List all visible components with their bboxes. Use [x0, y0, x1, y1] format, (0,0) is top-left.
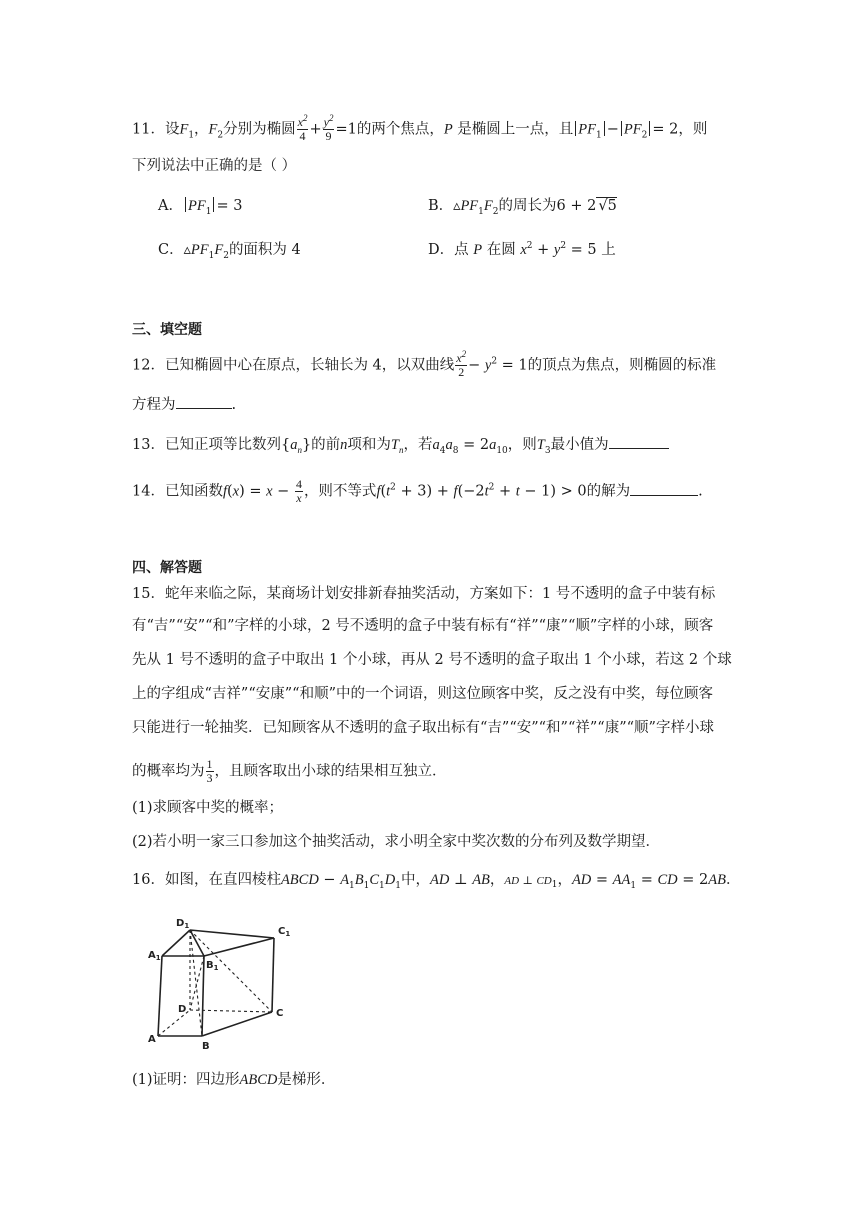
section-fill-in-heading: 三、填空题: [132, 322, 202, 338]
q11-option-d: D．点 P 在圆 $x^2 + y^2 = 5$ 上: [428, 241, 616, 258]
q12-line2: 方程为 .: [132, 394, 236, 415]
section-solution-heading: 四、解答题: [132, 560, 202, 576]
label-b1: $B_1$: [206, 960, 219, 972]
q15-subquestion-1: (1)求顾客中奖的概率；: [132, 800, 284, 816]
q15-line3: 先从 1 号不透明的盒子中取出 1 个小球，再从 2 号不透明的盒子取出 1 个小球，若这 2 个球: [132, 652, 732, 668]
label-d1: $D_1$: [176, 918, 190, 930]
q11-line1: 11．设$F_1$，$F_2$分别为椭圆 $\frac{x^2}{4}$ + $\frac{y^2}{9}$ =1的两个焦点，P 是椭圆上一点，且 $PF_1 - PF_2 = 2$，则: [132, 113, 708, 143]
q11-line2: 下列说法中正确的是（ ）: [132, 158, 297, 174]
q15-line1: 15．蛇年来临之际，某商场计划安排新春抽奖活动，方案如下：1 号不透明的盒子中装有标: [132, 586, 716, 602]
q11-option-a: A． $PF_1 = 3$: [158, 198, 243, 217]
label-a: A: [148, 1034, 156, 1045]
q16-subquestion-1: (1)证明：四边形ABCD是梯形．: [132, 1072, 336, 1088]
q11-option-b: B．$▵PF_1F_2$的周长为6 + 2 √5: [428, 198, 617, 217]
q12-line1: 12．已知椭圆中心在原点，长轴长为 4，以双曲线 $\frac{x^2}{2}$ − $y^2 = 1$的顶点为焦点，则椭圆的标准: [132, 349, 717, 379]
label-c1: $C_1$: [278, 926, 291, 938]
label-d: D: [178, 1004, 187, 1015]
label-c: C: [276, 1008, 284, 1019]
q15-line4: 上的字组成“吉祥”“安康”“和顺”中的一个词语，则这位顾客中奖，反之没有中奖，每位顾客: [132, 686, 713, 702]
q15-line6: 的概率均为 $\frac{1}{3}$ ，且顾客取出小球的结果相互独立．: [132, 757, 447, 785]
q15-line5: 只能进行一轮抽奖．已知顾客从不透明的盒子取出标有“吉”“安”“和”“祥”“康”“顺”字样小球: [132, 720, 714, 736]
q15-subquestion-2: (2)若小明一家三口参加这个抽奖活动，求小明全家中奖次数的分布列及数学期望．: [132, 834, 661, 850]
label-b: B: [202, 1041, 210, 1052]
q16-line: 16．如图，在直四棱柱ABCD − $A_1B_1C_1D_1$中，AD ⊥ AB，AD ⊥ $CD_1$，AD = $AA_1$ = CD = 2AB．: [132, 872, 741, 891]
q11-option-c: C．$▵PF_1F_2$的面积为 4: [158, 242, 301, 261]
q13-line: 13．已知正项等比数列$\{a_n\}$的前n项和为$T_n$，若$a_4a_8 = 2a_{10}$，则$T_3$最小值为: [132, 434, 669, 455]
q15-line2: 有“吉”“安”“和”字样的小球，2 号不透明的盒子中装有标有“祥”“康”“顺”字样的小球，顾客: [132, 618, 714, 634]
prism-figure: [146, 912, 296, 1052]
q14-line: 14．已知函数f(x) = x − $\frac{4}{x}$ ，则不等式$f(t^2 + 3) + f(-2t^2 + t - 1) > 0$的解为 .: [132, 477, 703, 505]
label-a1: $A_1$: [148, 950, 161, 962]
